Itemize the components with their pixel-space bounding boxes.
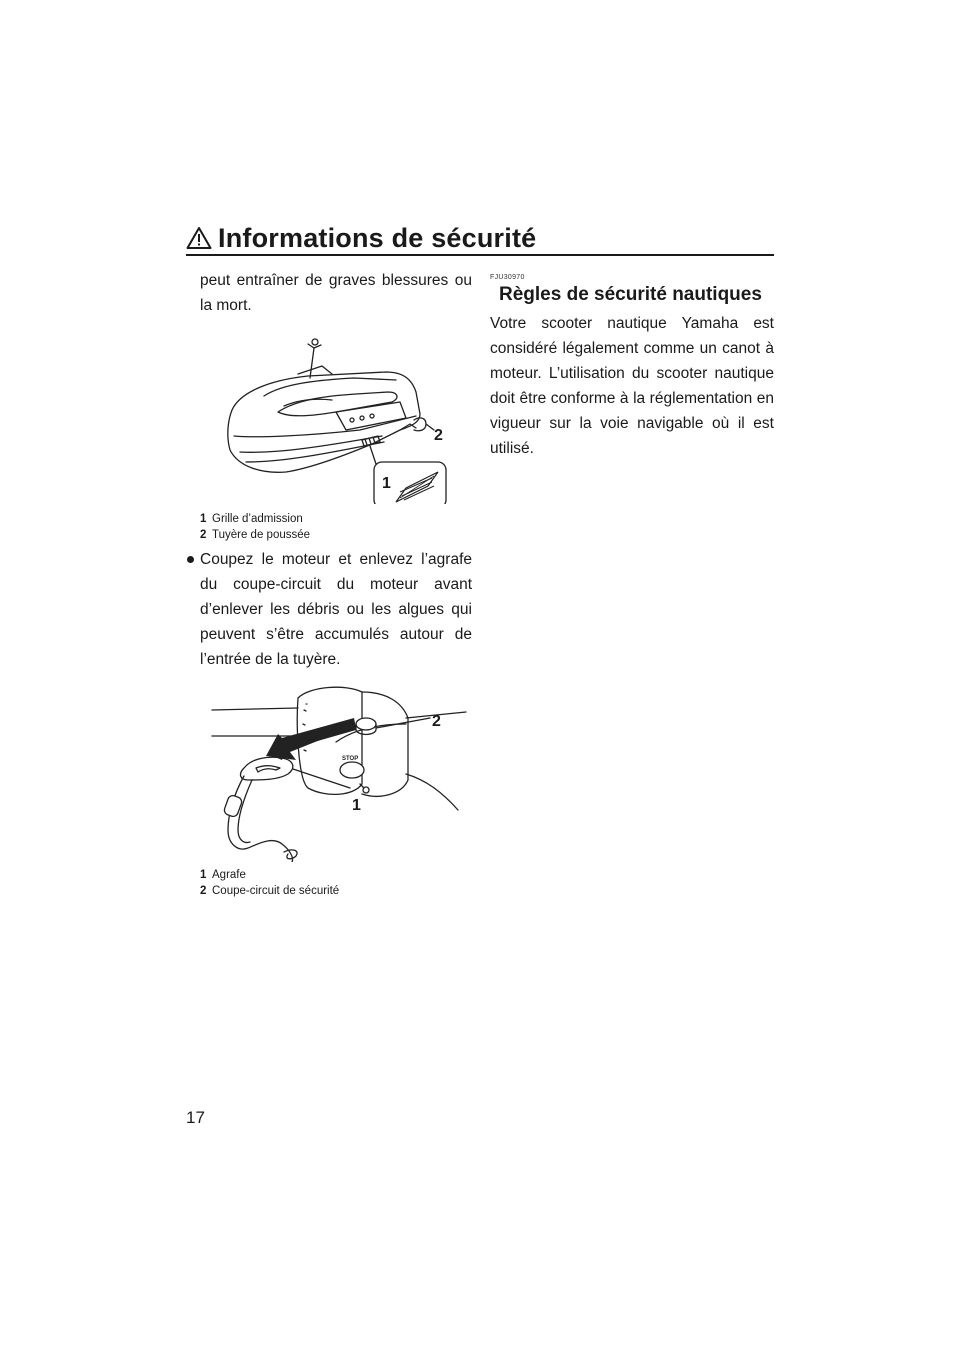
section-body: Votre scooter nautique Yamaha est considéré légalement comme un canot à moteur. L’utilisation du scooter nautique doit être conforme à la réglementation en vigueur sur la voie navigable où il est utilisé. [490, 315, 774, 457]
arrow-icon [266, 718, 359, 762]
callout-2: 2 [434, 427, 443, 444]
header-rule [186, 254, 774, 256]
figure-2-captions [186, 867, 472, 899]
caption-item: 2 Coupe-circuit de sécurité [200, 885, 340, 897]
caption-item: 2 Tuyère de poussée [200, 529, 311, 541]
bullet-dot [187, 556, 194, 563]
lanyard-illustration [186, 684, 472, 862]
stop-label: STOP [342, 756, 359, 762]
figure-watercraft [186, 326, 472, 509]
right-column [490, 268, 774, 461]
caption-item: 1 Agrafe [200, 869, 246, 881]
caption-item: 1 Grille d’admission [200, 513, 303, 525]
svg-text:⚬: ⚬ [304, 702, 310, 708]
page-number: 17 [186, 1108, 205, 1127]
page-header [186, 222, 774, 256]
callout-1: 1 [382, 475, 391, 492]
watercraft-illustration [186, 326, 472, 504]
callout-1: 1 [352, 797, 361, 814]
section-heading: Règles de sécurité nautiques [499, 284, 762, 305]
callout-2: 2 [432, 713, 441, 730]
figure-lanyard [186, 684, 472, 867]
page-title: Informations de sécurité [218, 223, 537, 253]
bullet-item: Coupez le moteur et enlevez l’agrafe du coupe-circuit du moteur avant d’enlever les débris ou les algues qui peuvent s’être accumulés autour de l’entrée de la tuyère. [186, 547, 472, 672]
left-column [186, 268, 472, 899]
section-code: FJU30970 [490, 274, 525, 281]
warning-triangle-icon [186, 226, 212, 250]
figure-1-captions [186, 511, 472, 543]
continued-paragraph: peut entraîner de graves blessures ou la mort. [200, 272, 472, 314]
